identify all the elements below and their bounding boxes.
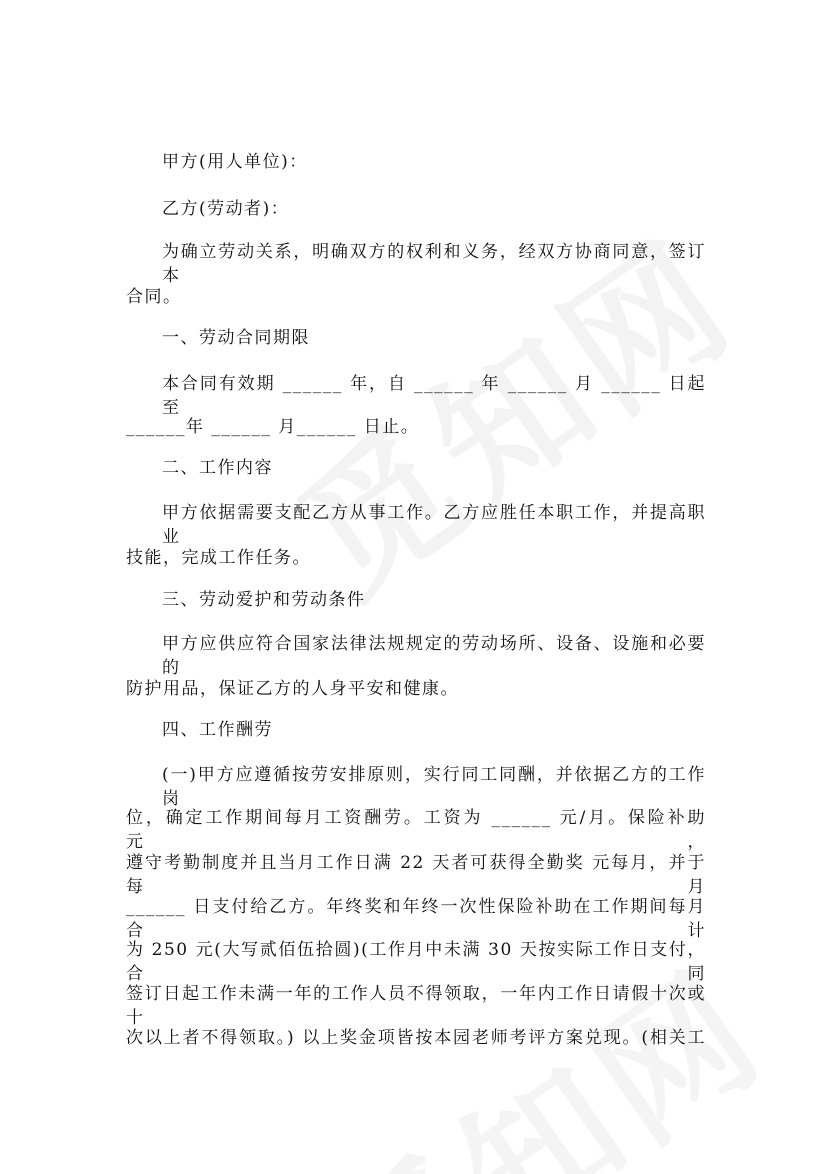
paragraph-line: 签订日起工作未满一年的工作人员不得领取，一年内工作日请假十次或十 xyxy=(126,984,706,1028)
paragraph-line: ______ 日支付给乙方。年终奖和年终一次性保险补助在工作期间每月合计 xyxy=(126,897,706,941)
paragraph-line: 防护用品，保证乙方的人身平安和健康。 xyxy=(126,679,459,699)
paragraph-line: 甲方依据需要支配乙方从事工作。乙方应胜任本职工作，并提高职业 xyxy=(162,503,706,547)
paragraph-line: (一)甲方应遵循按劳安排原则，实行同工同酬，并依据乙方的工作岗 xyxy=(162,765,706,809)
section-heading-3: 三、劳动爱护和劳动条件 xyxy=(162,590,366,610)
paragraph-line: 技能，完成工作任务。 xyxy=(126,548,311,568)
section-heading-2: 二、工作内容 xyxy=(162,458,273,478)
party-b-line: 乙方(劳动者)： xyxy=(162,199,290,219)
party-a-line: 甲方(用人单位)： xyxy=(162,152,308,172)
section-heading-4: 四、工作酬劳 xyxy=(162,720,273,740)
paragraph-line: 合同。 xyxy=(126,287,182,307)
paragraph-line: ______年 ______ 月______ 日止。 xyxy=(126,417,420,437)
paragraph-line: 遵守考勤制度并且当月工作日满 22 天者可获得全勤奖 元每月，并于每月 xyxy=(126,853,706,897)
paragraph-line: 为 250 元(大写贰佰伍拾圆)(工作月中未满 30 天按实际工作日支付，合同 xyxy=(126,940,706,984)
paragraph-line: 甲方应供应符合国家法律法规规定的劳动场所、设备、设施和必要的 xyxy=(162,634,706,678)
paragraph-line: 次以上者不得领取。) 以上奖金项皆按本园老师考评方案兑现。(相关工 xyxy=(126,1028,706,1048)
paragraph-line: 为确立劳动关系，明确双方的权利和义务，经双方协商同意，签订本 xyxy=(162,242,706,286)
section-heading-1: 一、劳动合同期限 xyxy=(162,328,310,348)
paragraph-line: 本合同有效期 ______ 年，自 ______ 年 ______ 月 ______ 日起至 xyxy=(162,374,706,418)
paragraph-line: 位，确定工作期间每月工资酬劳。工资为 ______ 元/月。保险补助 元， xyxy=(126,808,706,852)
